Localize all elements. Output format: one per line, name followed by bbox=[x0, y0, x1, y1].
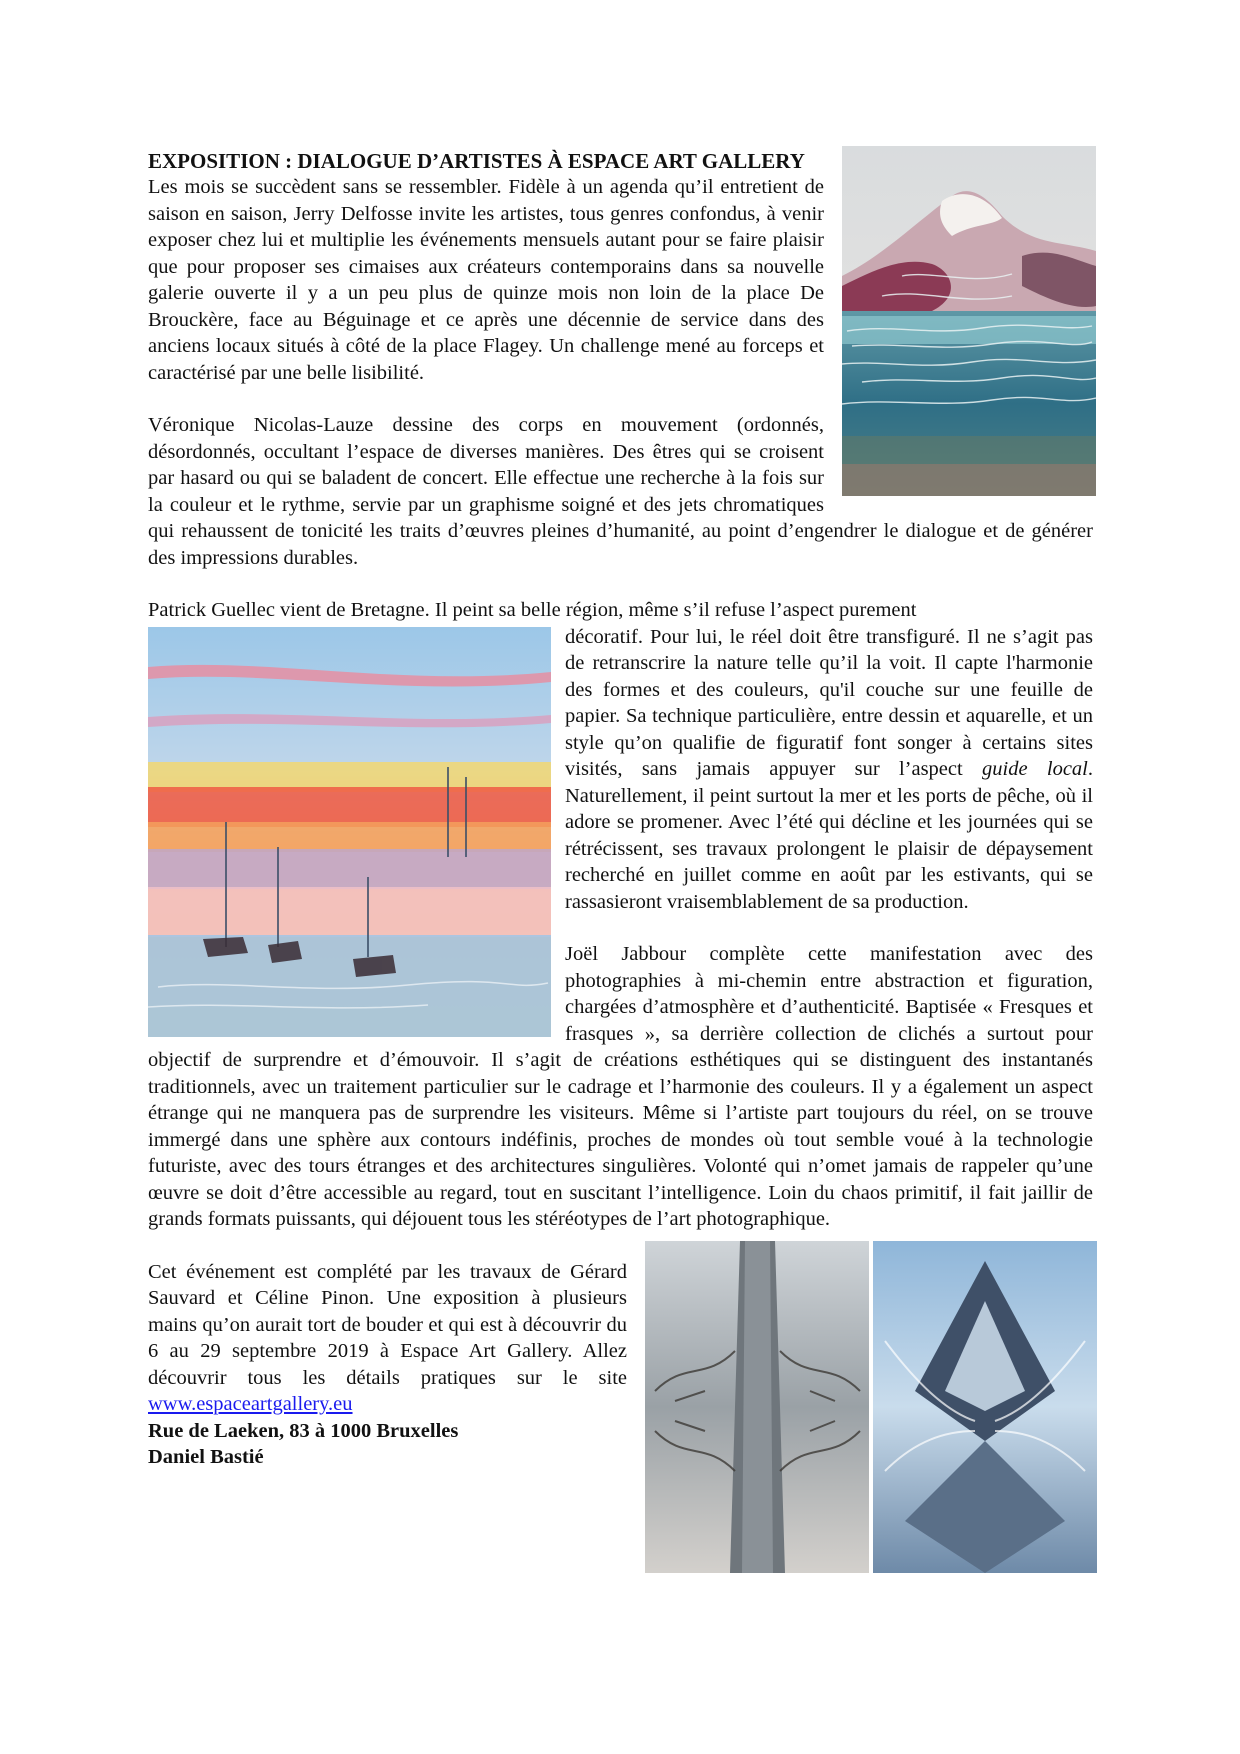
paragraph-intro: Les mois se succèdent sans se ressembler. Fidèle à un agenda qu’il entretient de saison en saison, Jerry Delfosse invite les artistes, tous genres confondus, à venir exposer chez lui et multiplie les événements mensuels autant pour se faire plaisir que pour proposer ses cimaises aux créateurs contemporains dans sa nouvelle galerie ouverte il y a un peu plus de quinze mois non loin de la place De Brouckère, face au Béguinage et ce après une décennie de service dans des anciens locaux situés à côté de la place Flagey. Un challenge mené au forceps et caractérisé par une belle lisibilité. bbox=[148, 176, 824, 384]
article-title: EXPOSITION : DIALOGUE D’ARTISTES À ESPACE ART GALLERY bbox=[148, 149, 805, 173]
harbor-painting bbox=[148, 627, 551, 1037]
architecture-photographs bbox=[645, 1241, 1097, 1573]
mountain-lake-painting bbox=[842, 146, 1096, 496]
paragraph-closing-text: Cet événement est complété par les travaux de Gérard Sauvard et Céline Pinon. Une exposition à plusieurs mains qu’on aurait tort de bouder et qui est à découvrir du 6 au 29 septembre 2019 à Espace Art Gallery. Allez découvrir tous les détails pratiques sur le site bbox=[148, 1260, 627, 1389]
gallery-website-link[interactable]: www.espaceartgallery.eu bbox=[148, 1393, 353, 1415]
paragraph-jabbour: Joël Jabbour complète cette manifestation avec des photographies à mi-chemin entre abstraction et figuration, chargées d’atmosphère et d’authenticité. Baptisée « Fresques et frasques », sa derrière collection de clichés a surtout pour objectif de surprendre et d’émouvoir. Il s’agit de créations esthétiques qui se distinguent des instantanés traditionnels, avec un traitement particulier sur le cadrage et l’harmonie des couleurs. Il y a également un aspect étrange qui ne manquera pas de surprendre les visiteurs. Même si l’artiste part toujours du réel, on se trouve immergé dans une sphère aux contours indéfinis, proches de mondes où tout semble voué à la technologie futuriste, avec des tours étranges et des architectures singulières. Volonté qui n’omet jamais de rappeler qu’une œuvre se doit d’être accessible au regard, tout en suscitant l’intelligence. Loin du chaos primitif, il fait jaillir de grands formats puissants, qui déjouent tous les stéréotypes de l’art photographique. bbox=[148, 943, 1093, 1230]
paragraph-guellec-a: décoratif. Pour lui, le réel doit être transfiguré. Il ne s’agit pas de retranscrire la nature telle qu’il la voit. Il capte l'harmonie des formes et des couleurs, qu'il couche sur une feuille de papier. Sa technique particulière, entre dessin et aquarelle, et un style qu’on qualifie de figuratif font songer à certains sites visités, sans jamais appuyer sur l’aspect bbox=[565, 625, 1093, 780]
gallery-address: Rue de Laeken, 83 à 1000 Bruxelles bbox=[148, 1419, 459, 1442]
paragraph-nicolas-lauze: Véronique Nicolas-Lauze dessine des corps en mouvement (ordonnés, désordonnés, occultant l’espace de diverses manières. Des êtres qui se croisent par hasard ou qui se baladent de concert. Elle effectue une recherche à la fois sur la couleur et le rythme, servie par un graphisme soigné et des jets chromatiques qui rehaussent de tonicité les traits d’œuvres pleines d’humanité, au point d’engendrer le dialogue et de générer des impressions durables. bbox=[148, 414, 1093, 569]
paragraph-guellec-lead: Patrick Guellec vient de Bretagne. Il peint sa belle région, même s’il refuse l’aspect purement bbox=[148, 599, 917, 621]
article bbox=[148, 148, 1093, 1573]
paragraph-guellec-b: . Naturellement, il peint surtout la mer et les ports de pêche, où il adore se promener. Avec l’été qui décline et les journées qui se rétrécissent, ses travaux prolongent le plaisir de dépaysement recherché en juillet comme en août par les estivants, qui se rassasieront vraisemblablement de sa production. bbox=[565, 758, 1093, 913]
guide-local-emphasis: guide local bbox=[982, 758, 1088, 780]
author-name: Daniel Bastié bbox=[148, 1446, 264, 1468]
